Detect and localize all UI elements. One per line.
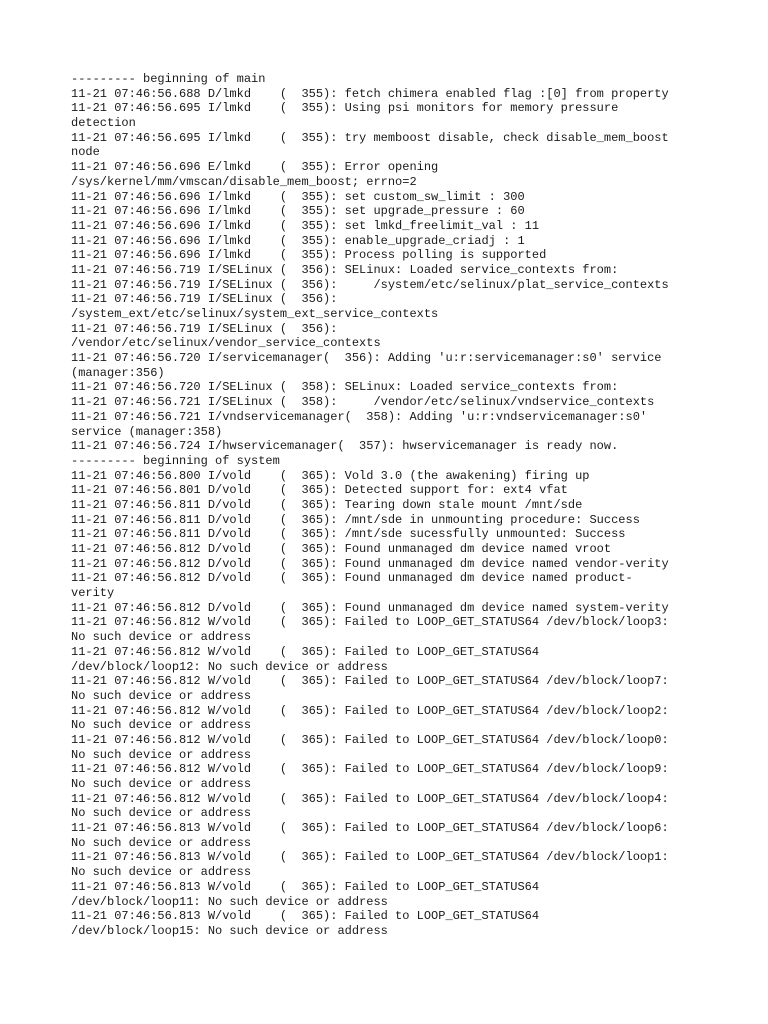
log-line: No such device or address: [71, 747, 252, 762]
log-line: 11-21 07:46:56.688 D/lmkd ( 355): fetch chimera enabled flag :[0] from property: [71, 86, 669, 101]
log-line: No such device or address: [71, 688, 252, 703]
log-line: service (manager:358): [71, 424, 223, 439]
log-line: 11-21 07:46:56.812 W/vold ( 365): Failed to LOOP_GET_STATUS64 /dev/block/loop2:: [71, 703, 669, 718]
log-line: 11-21 07:46:56.696 I/lmkd ( 355): Process polling is supported: [71, 248, 547, 263]
log-line: No such device or address: [71, 630, 252, 645]
log-line: /sys/kernel/mm/vmscan/disable_mem_boost; errno=2: [71, 174, 417, 189]
log-line: 11-21 07:46:56.696 I/lmkd ( 355): set lmkd_freelimit_val : 11: [71, 218, 540, 233]
log-line: 11-21 07:46:56.812 W/vold ( 365): Failed to LOOP_GET_STATUS64 /dev/block/loop4:: [71, 791, 669, 806]
log-line: /dev/block/loop11: No such device or address: [71, 894, 388, 909]
log-line: verity: [71, 586, 115, 601]
log-line: 11-21 07:46:56.719 I/SELinux ( 356): SELinux: Loaded service_contexts from:: [71, 262, 619, 277]
log-line: --------- beginning of main: [71, 72, 266, 86]
log-line: No such device or address: [71, 835, 252, 850]
log-line: 11-21 07:46:56.696 I/lmkd ( 355): set custom_sw_limit : 300: [71, 189, 525, 204]
log-line: /dev/block/loop12: No such device or address: [71, 659, 388, 674]
log-line: 11-21 07:46:56.812 W/vold ( 365): Failed to LOOP_GET_STATUS64: [71, 644, 540, 659]
log-line: 11-21 07:46:56.812 D/vold ( 365): Found unmanaged dm device named vendor-verity: [71, 556, 669, 571]
log-line: 11-21 07:46:56.800 I/vold ( 365): Vold 3.0 (the awakening) firing up: [71, 468, 590, 483]
log-line: 11-21 07:46:56.812 W/vold ( 365): Failed to LOOP_GET_STATUS64 /dev/block/loop3:: [71, 615, 669, 630]
log-line: 11-21 07:46:56.812 D/vold ( 365): Found unmanaged dm device named system-verity: [71, 600, 669, 615]
log-line: 11-21 07:46:56.811 D/vold ( 365): /mnt/sde sucessfully unmounted: Success: [71, 527, 626, 542]
log-line: --------- beginning of system: [71, 453, 280, 468]
log-line: No such device or address: [71, 718, 252, 733]
log-line: 11-21 07:46:56.696 I/lmkd ( 355): enable_upgrade_criadj : 1: [71, 233, 525, 248]
log-line: 11-21 07:46:56.696 I/lmkd ( 355): set upgrade_pressure : 60: [71, 204, 525, 219]
log-line: 11-21 07:46:56.813 W/vold ( 365): Failed to LOOP_GET_STATUS64: [71, 909, 540, 924]
log-line: 11-21 07:46:56.812 D/vold ( 365): Found unmanaged dm device named vroot: [71, 542, 612, 556]
log-line: 11-21 07:46:56.720 I/servicemanager( 356): Adding 'u:r:servicemanager:s0' service: [71, 351, 662, 366]
log-line: No such device or address: [71, 865, 252, 880]
log-line: /vendor/etc/selinux/vendor_service_contexts: [71, 336, 381, 351]
log-line: 11-21 07:46:56.721 I/SELinux ( 358): /vendor/etc/selinux/vndservice_contexts: [71, 395, 655, 410]
log-line: 11-21 07:46:56.801 D/vold ( 365): Detected support for: ext4 vfat: [71, 483, 568, 498]
log-line: 11-21 07:46:56.719 I/SELinux ( 356):: [71, 292, 338, 307]
log-line: 11-21 07:46:56.811 D/vold ( 365): /mnt/sde in unmounting procedure: Success: [71, 512, 640, 527]
log-line: 11-21 07:46:56.695 I/lmkd ( 355): try memboost disable, check disable_mem_boost: [71, 130, 669, 145]
log-line: No such device or address: [71, 806, 252, 821]
log-line: 11-21 07:46:56.813 W/vold ( 365): Failed to LOOP_GET_STATUS64: [71, 879, 540, 894]
log-line: detection: [71, 116, 136, 131]
log-line: (manager:356): [71, 365, 165, 380]
log-line: 11-21 07:46:56.719 I/SELinux ( 356):: [71, 321, 338, 336]
log-line: 11-21 07:46:56.813 W/vold ( 365): Failed to LOOP_GET_STATUS64 /dev/block/loop6:: [71, 821, 669, 836]
log-line: /system_ext/etc/selinux/system_ext_service_contexts: [71, 307, 439, 321]
log-line: 11-21 07:46:56.724 I/hwservicemanager( 357): hwservicemanager is ready now.: [71, 439, 619, 454]
log-line: No such device or address: [71, 777, 252, 791]
log-line: node: [71, 145, 100, 160]
log-line: 11-21 07:46:56.812 W/vold ( 365): Failed to LOOP_GET_STATUS64 /dev/block/loop9:: [71, 762, 669, 777]
log-line: 11-21 07:46:56.812 D/vold ( 365): Found unmanaged dm device named product-: [71, 571, 633, 586]
log-line: 11-21 07:46:56.720 I/SELinux ( 358): SELinux: Loaded service_contexts from:: [71, 380, 619, 395]
log-line: /dev/block/loop15: No such device or address: [71, 923, 388, 938]
log-line: 11-21 07:46:56.719 I/SELinux ( 356): /system/etc/selinux/plat_service_contexts: [71, 277, 669, 292]
log-document: [71, 72, 761, 939]
log-line: 11-21 07:46:56.811 D/vold ( 365): Tearing down stale mount /mnt/sde: [71, 497, 583, 512]
log-line: 11-21 07:46:56.695 I/lmkd ( 355): Using psi monitors for memory pressure: [71, 101, 619, 116]
log-line: 11-21 07:46:56.721 I/vndservicemanager( 358): Adding 'u:r:vndservicemanager:s0': [71, 409, 648, 424]
log-line: 11-21 07:46:56.813 W/vold ( 365): Failed to LOOP_GET_STATUS64 /dev/block/loop1:: [71, 850, 669, 865]
log-line: 11-21 07:46:56.696 E/lmkd ( 355): Error opening: [71, 160, 439, 175]
log-line: 11-21 07:46:56.812 W/vold ( 365): Failed to LOOP_GET_STATUS64 /dev/block/loop0:: [71, 732, 669, 747]
log-line: 11-21 07:46:56.812 W/vold ( 365): Failed to LOOP_GET_STATUS64 /dev/block/loop7:: [71, 674, 669, 689]
